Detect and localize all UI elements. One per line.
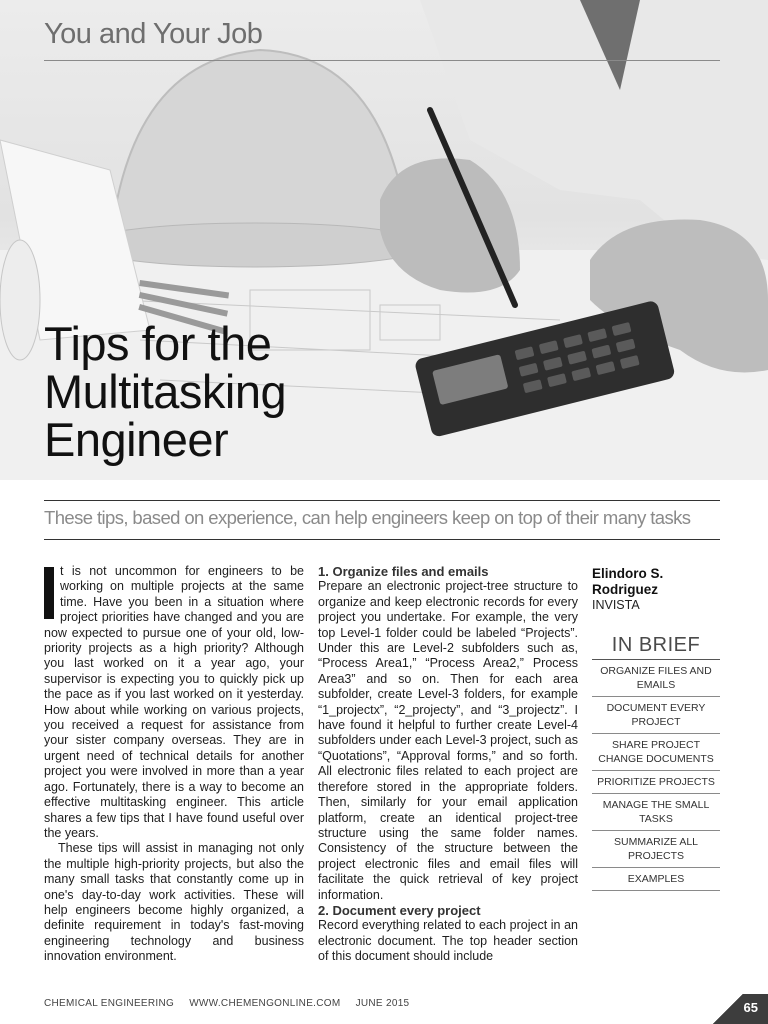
in-brief-item: ORGANIZE FILES AND EMAILS (592, 660, 720, 697)
in-brief-item: PRIORITIZE PROJECTS (592, 771, 720, 794)
page-footer (44, 998, 421, 1009)
in-brief-item: SHARE PROJECT CHANGE DOCUMENTS (592, 734, 720, 771)
footer-magazine: CHEMICAL ENGINEERING (44, 998, 175, 1009)
in-brief-item: EXAMPLES (592, 868, 720, 891)
intro-paragraph-1-text: t is not uncommon for engineers to be working on multiple projects at the same time. Have you been in a situation where project priorities have changed and you are now expected to pursue one of your old, low-priority projects as a high priority? Although you last worked on it a year ago, your supervisor is expecting you to quickly pick up the pace as if you last worked on it yesterday. How about while working on various projects, you received a request for assistance from your sister company overseas. They are in urgent need of technical details for another project you were involved in more than a year ago. Fortunately, there is a way to become an effective multitasking engineer. This article shares a few tips that I have found useful over the years. (44, 564, 304, 840)
drop-cap-i (44, 567, 54, 619)
in-brief-item: SUMMARIZE ALL PROJECTS (592, 831, 720, 868)
section-2-text: Record everything related to each project in an electronic document. The top header section of this document should include (318, 918, 578, 964)
author-block (592, 566, 732, 613)
section-divider (44, 60, 720, 61)
page-number-tab (706, 994, 768, 1024)
author-organization: INVISTA (592, 598, 640, 612)
article-title (44, 317, 464, 466)
page-number: 65 (743, 1000, 758, 1015)
in-brief-title: IN BRIEF (592, 634, 720, 660)
subtitle-box (44, 500, 720, 540)
column-intro (44, 564, 304, 965)
in-brief-item: DOCUMENT EVERY PROJECT (592, 697, 720, 734)
section-1-heading: 1. Organize files and emails (318, 564, 489, 579)
in-brief-box (592, 634, 720, 891)
footer-website: WWW.CHEMENGONLINE.COM (189, 998, 341, 1009)
section-label: You and Your Job (44, 18, 263, 50)
in-brief-item: MANAGE THE SMALL TASKS (592, 794, 720, 831)
footer-date: JUNE 2015 (355, 998, 410, 1009)
intro-paragraph-1 (44, 564, 304, 841)
article-title-line-1: Tips for the (44, 317, 272, 370)
section-2-heading: 2. Document every project (318, 902, 481, 918)
article-subtitle: These tips, based on experience, can help engineers keep on top of their many tasks (44, 507, 691, 528)
author-name: Elindoro S. Rodriguez (592, 566, 664, 597)
column-sections (318, 564, 578, 965)
section-1-text: Prepare an electronic project-tree structure to organize and keep electronic records for every project you undertake. For example, the very top Level-1 folder could be labeled “Projects”. Under this are Level-2 subfolders such as, “Process Area1,” “Process Area2,” Process Area3” and so on. Then for each area subfolder, create Level-3 folders, for example “1_projectx”, “2_projecty”, and “3_projectz”. I have found it helpful to further create Level-4 subfolders under each Level-3 project, such as “Quotations”, “Approval forms,” and so forth. All electronic files related to each project are therefore stored in the appropriate folders. Then, similarly for your email application platform, create an identical project-tree structure using the same folder names. Consistency of the structure between the project electronic files and email files will facilitate the quick retrieval of key project information. (318, 579, 578, 902)
article-title-line-2: Multitasking (44, 365, 287, 418)
article-title-line-3: Engineer (44, 413, 229, 466)
intro-paragraph-2: These tips will assist in managing not only the multiple high-priority projects, but also the many small tasks that constantly come up in one's day-to-day work activities. These will help engineers become highly organized, a definite requirement in today's fast-moving engineering technology and business innovation environment. (44, 841, 304, 964)
